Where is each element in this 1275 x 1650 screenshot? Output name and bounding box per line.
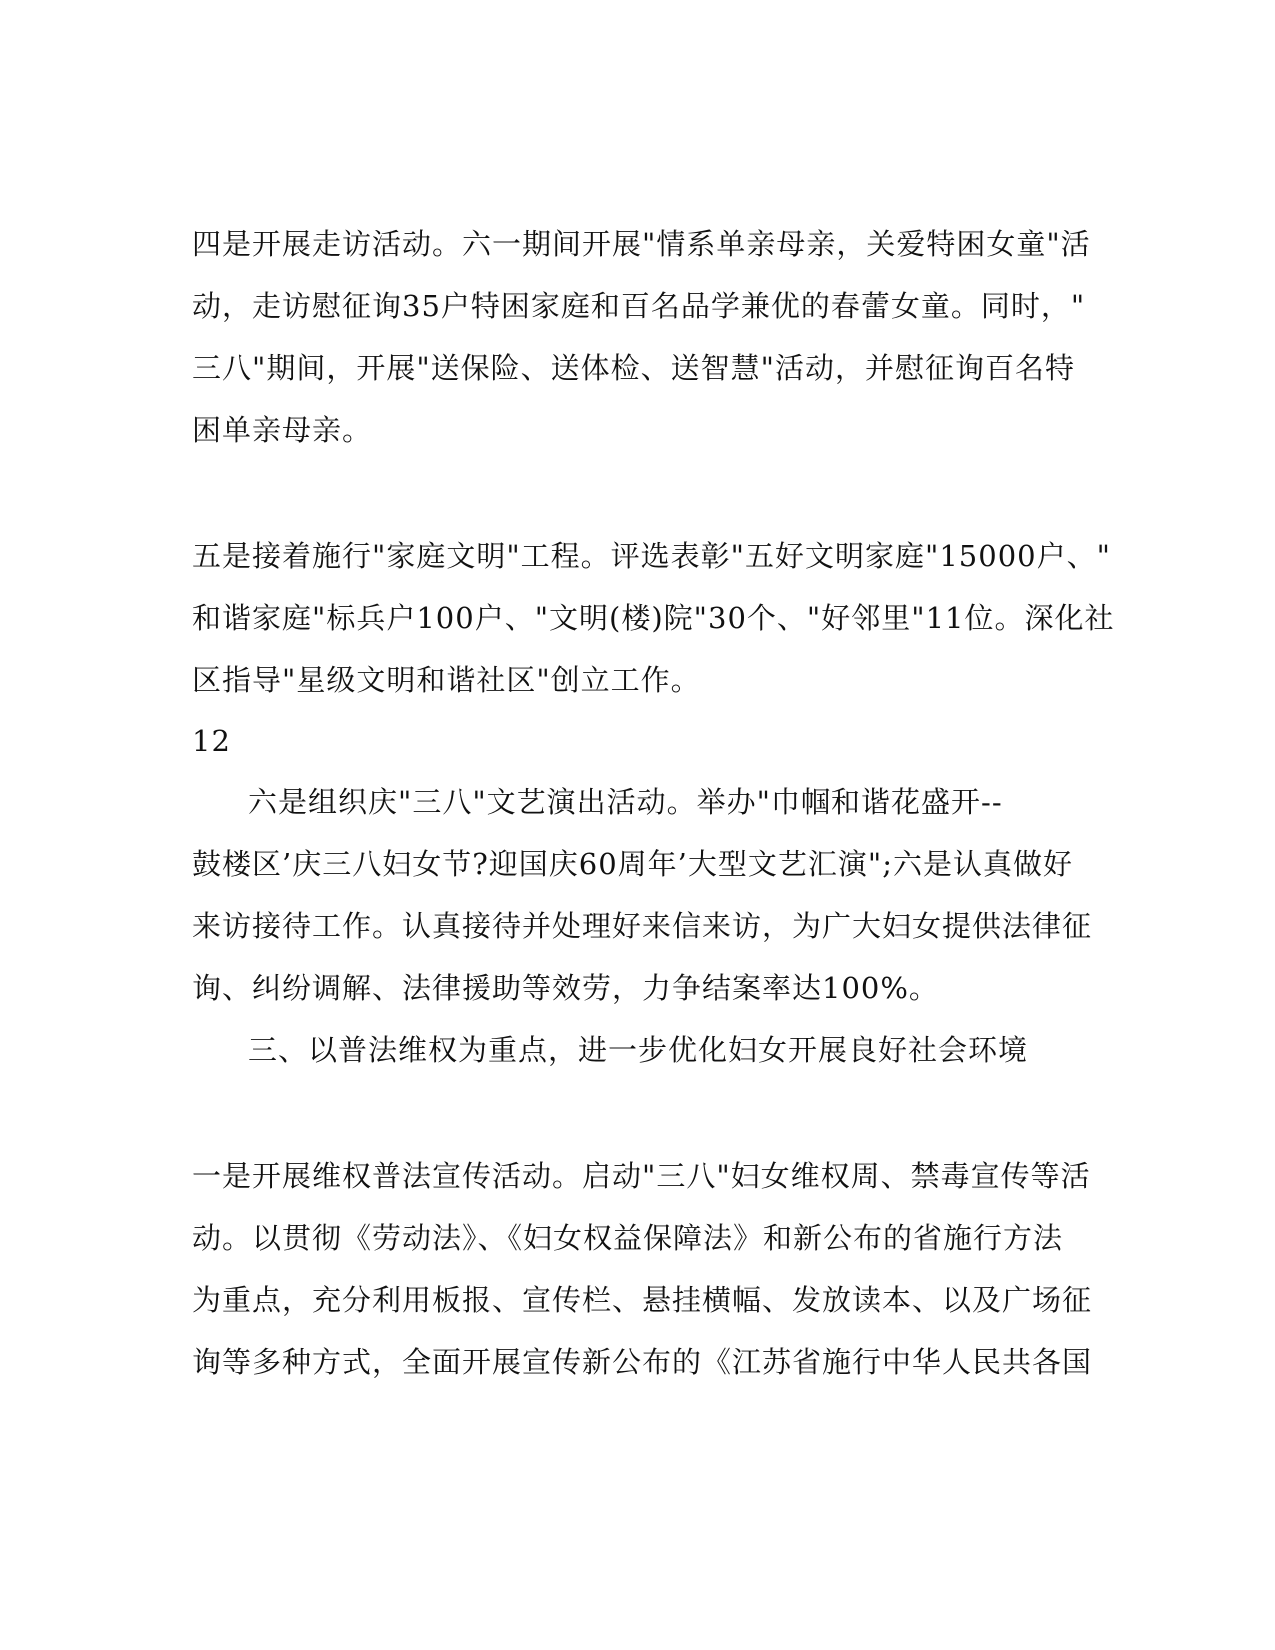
paragraph-4-line-4: 困单亲母亲。 — [192, 413, 373, 447]
paragraph-6-line-4: 询、纠纷调解、法律援助等效劳，力争结案率达100%。 — [192, 971, 939, 1005]
page-number: 12 — [192, 724, 231, 758]
paragraph-4-line-1: 四是开展走访活动。六一期间开展"情系单亲母亲，关爱特困女童"活 — [192, 227, 1091, 261]
paragraph-6-line-1: 六是组织庆"三八"文艺演出活动。举办"巾帼和谐花盛开-- — [248, 785, 1003, 819]
section-heading: 三、以普法维权为重点，进一步优化妇女开展良好社会环境 — [248, 1033, 1029, 1067]
paragraph-6-line-3: 来访接待工作。认真接待并处理好来信来访，为广大妇女提供法律征 — [192, 909, 1093, 943]
paragraph-4-line-2: 动，走访慰征询35户特困家庭和百名品学兼优的春蕾女童。同时，" — [192, 289, 1086, 323]
paragraph-7-line-3: 为重点，充分利用板报、宣传栏、悬挂横幅、发放读本、以及广场征 — [192, 1283, 1093, 1317]
paragraph-5-line-2: 和谐家庭"标兵户100户、"文明(楼)院"30个、"好邻里"11位。深化社 — [192, 601, 1115, 635]
paragraph-5-line-1: 五是接着施行"家庭文明"工程。评选表彰"五好文明家庭"15000户、" — [192, 539, 1111, 573]
paragraph-7-line-4: 询等多种方式，全面开展宣传新公布的《江苏省施行中华人民共各国 — [192, 1345, 1093, 1379]
paragraph-7-line-2: 动。以贯彻《劳动法》、《妇女权益保障法》和新公布的省施行方法 — [192, 1221, 1064, 1255]
paragraph-7-line-1: 一是开展维权普法宣传活动。启动"三八"妇女维权周、禁毒宣传等活 — [192, 1159, 1091, 1193]
paragraph-5-line-3: 区指导"星级文明和谐社区"创立工作。 — [192, 663, 701, 697]
paragraph-4-line-3: 三八"期间，开展"送保险、送体检、送智慧"活动，并慰征询百名特 — [192, 351, 1076, 385]
paragraph-6-line-2: 鼓楼区’庆三八妇女节?迎国庆60周年’大型文艺汇演";六是认真做好 — [192, 847, 1073, 881]
